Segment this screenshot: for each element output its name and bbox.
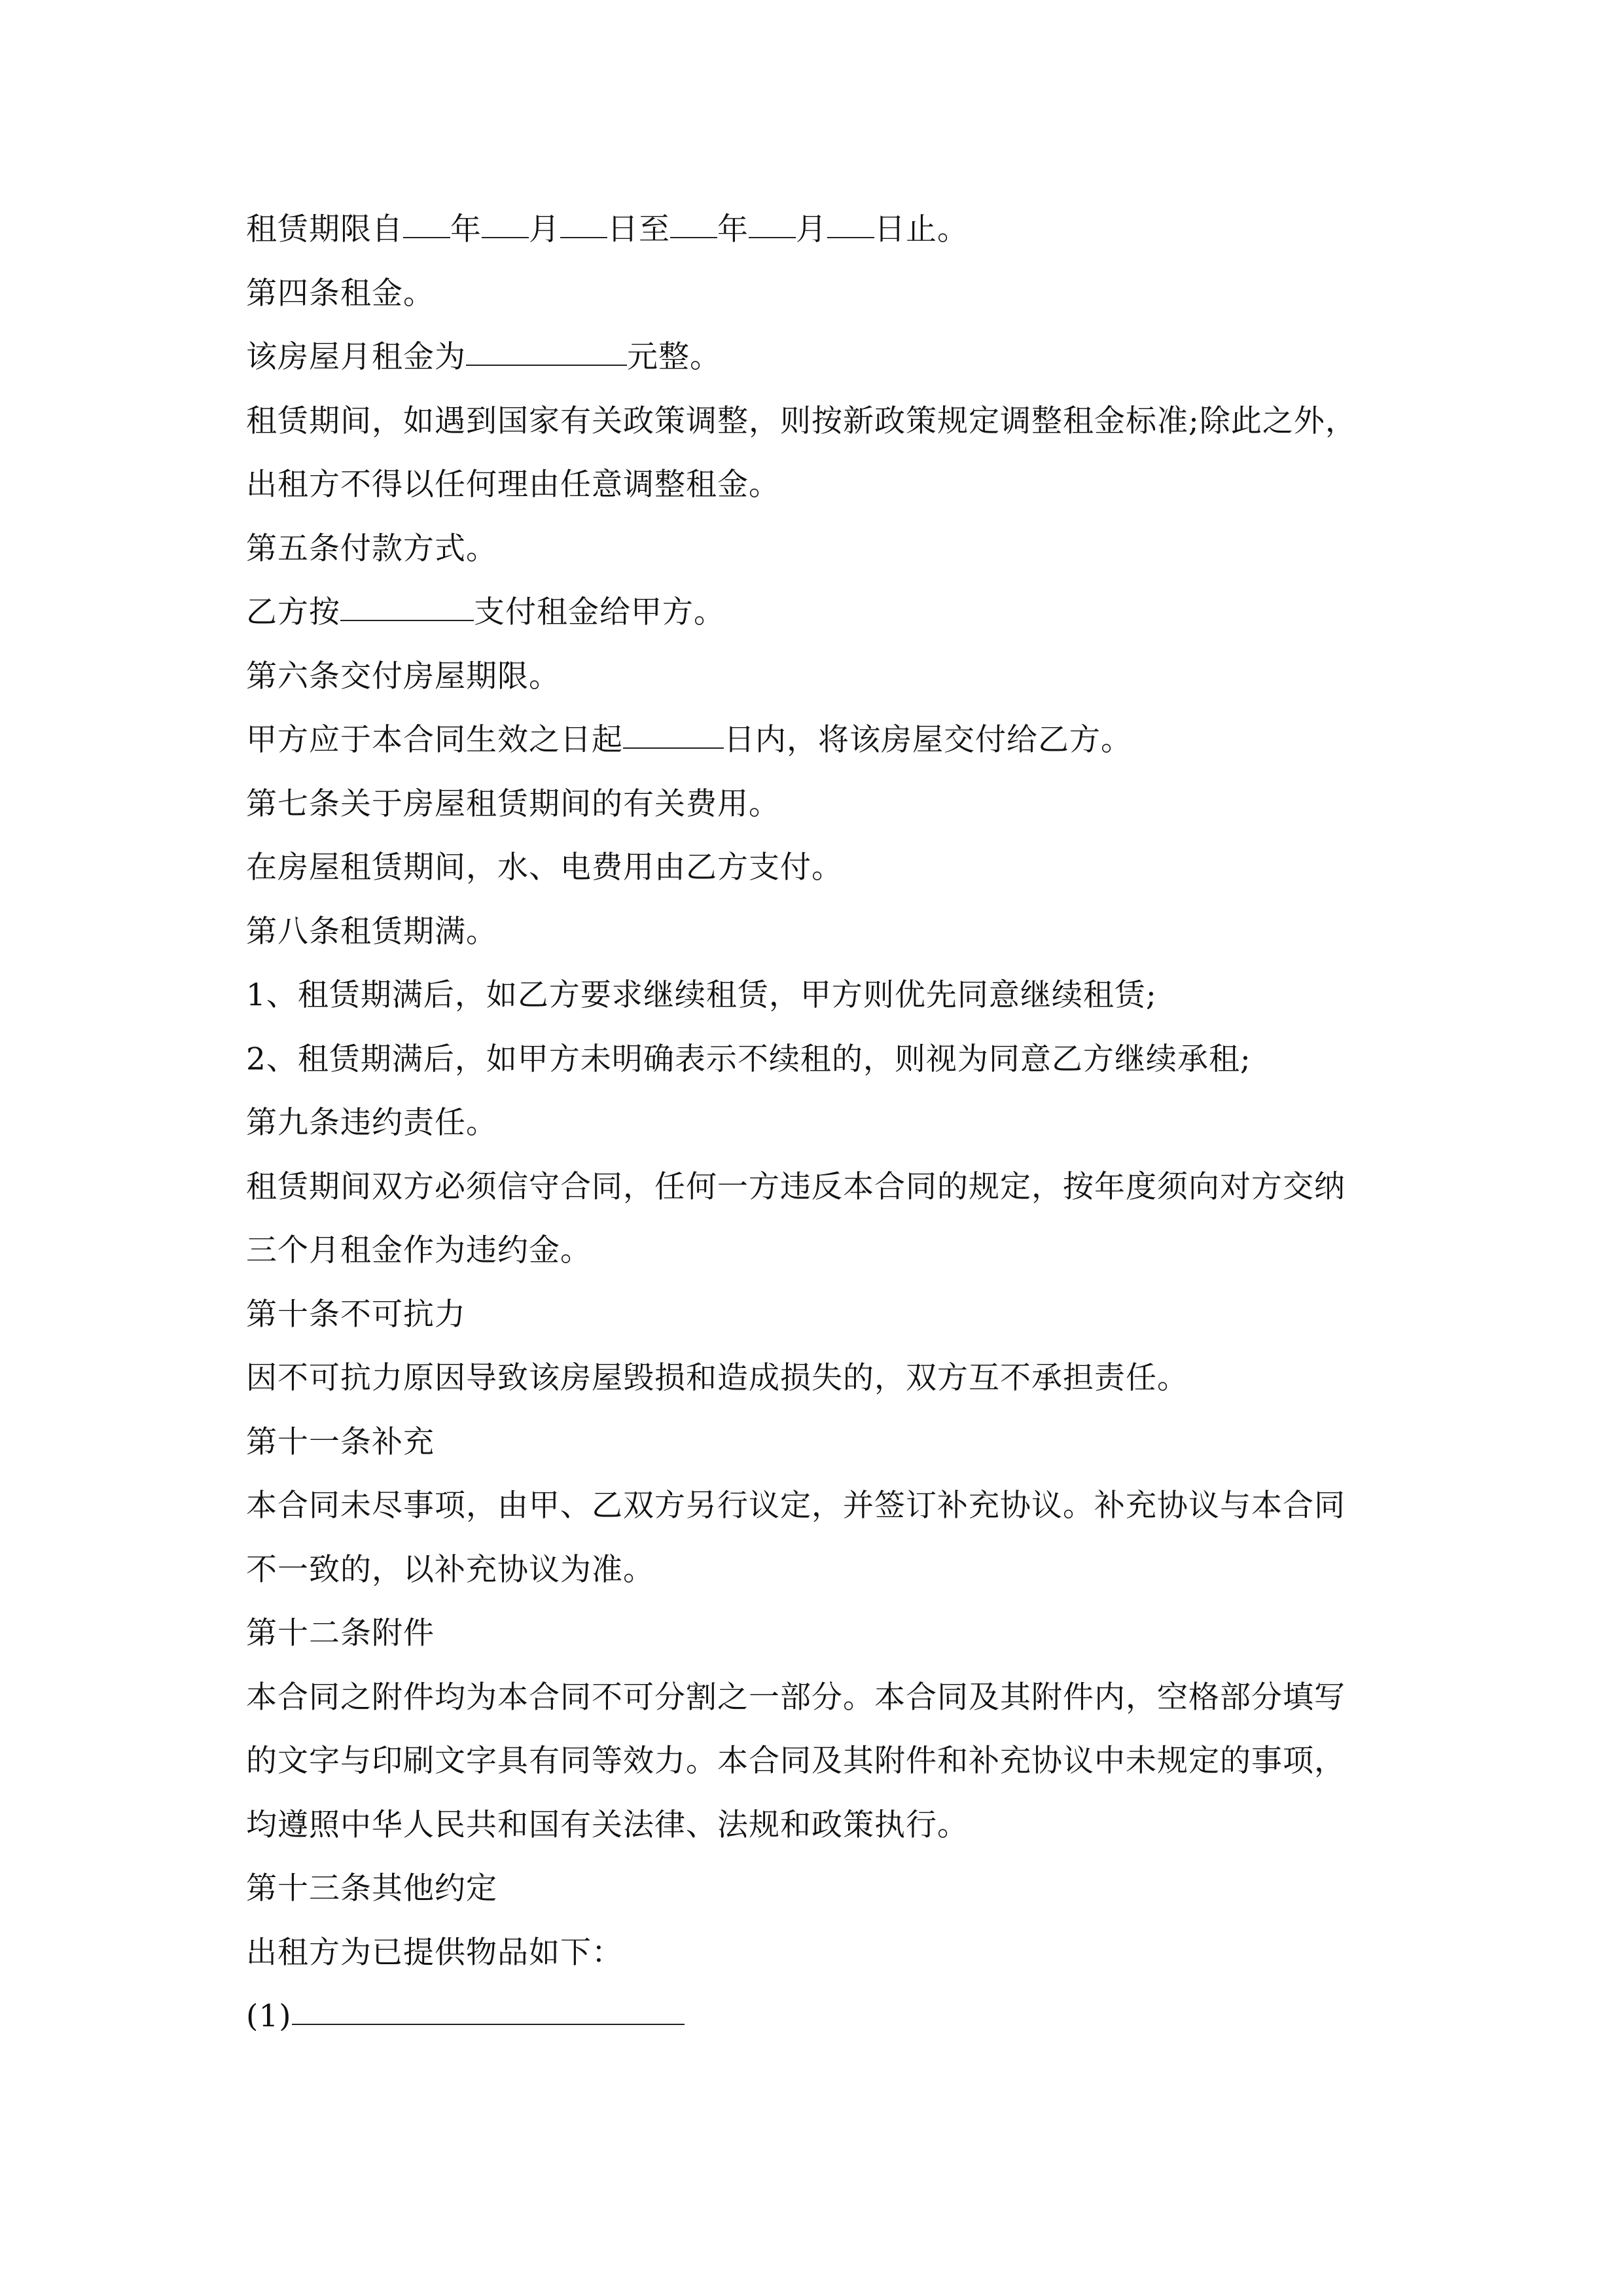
text: 甲方应于本合同生效之日起 [246, 722, 623, 758]
blank-field [466, 327, 627, 366]
lease-term-line [246, 198, 1411, 262]
paragraph-line: 在房屋租赁期间，水、电费用由乙方支付。 [246, 850, 843, 886]
text: 该房屋月租金为 [246, 339, 466, 375]
text: 支付租金给甲方。 [474, 594, 725, 630]
paragraph-line: 本合同未尽事项，由甲、乙双方另行议定，并签订补充协议。补充协议与本合同 [246, 1488, 1346, 1524]
contract-body [246, 198, 1411, 2049]
article-9-title: 第九条违约责任。 [246, 1105, 497, 1141]
article-4-title: 第四条租金。 [246, 275, 435, 312]
blank-field [749, 199, 796, 238]
article-10-title: 第十条不可抗力 [246, 1296, 466, 1333]
text: 月 [796, 211, 827, 247]
paragraph-line: 均遵照中华人民共和国有关法律、法规和政策执行。 [246, 1806, 969, 1843]
paragraph-line: 1、租赁期满后，如乙方要求继续租赁，甲方则优先同意继续租赁; [246, 977, 1157, 1013]
paragraph-line: 租赁期间双方必须信守合同，任何一方违反本合同的规定，按年度须向对方交纳 [246, 1168, 1346, 1205]
paragraph-line: 出租方为已提供物品如下： [246, 1934, 623, 1971]
article-5-title: 第五条付款方式。 [246, 530, 497, 567]
paragraph-line: 不一致的，以补充协议为准。 [246, 1551, 654, 1588]
article-13-title: 第十三条其他约定 [246, 1871, 497, 1907]
paragraph-line: 三个月租金作为违约金。 [246, 1232, 592, 1268]
article-8-title: 第八条租赁期满。 [246, 913, 497, 950]
paragraph-line: 出租方不得以任何理由任意调整租金。 [246, 467, 780, 503]
text: 租赁期限自 [246, 211, 403, 247]
article-11-title: 第十一条补充 [246, 1424, 435, 1460]
paragraph-line: 租赁期间，如遇到国家有关政策调整，则按新政策规定调整租金标准;除此之外， [246, 403, 1357, 439]
delivery-line [246, 708, 1411, 772]
item-1-line [246, 1984, 1411, 2049]
text: 乙方按 [246, 594, 340, 630]
text: (1) [246, 1998, 292, 2034]
blank-field [827, 199, 874, 238]
text: 月 [529, 211, 560, 247]
text: 年 [450, 211, 482, 247]
blank-field [623, 709, 724, 749]
blank-field [340, 582, 474, 621]
paragraph-line: 的文字与印刷文字具有同等效力。本合同及其附件和补充协议中未规定的事项， [246, 1743, 1346, 1779]
paragraph-line: 2、租赁期满后，如甲方未明确表示不续租的，则视为同意乙方继续承租; [246, 1041, 1251, 1077]
article-7-title: 第七条关于房屋租赁期间的有关费用。 [246, 785, 780, 822]
blank-field [403, 199, 450, 238]
article-12-title: 第十二条附件 [246, 1615, 435, 1651]
blank-field [560, 199, 607, 238]
text: 日内，将该房屋交付给乙方。 [724, 722, 1132, 758]
text: 元整。 [627, 339, 721, 375]
blank-field [482, 199, 529, 238]
payment-line [246, 581, 1411, 645]
rent-amount-line [246, 325, 1411, 389]
text: 年 [717, 211, 749, 247]
blank-field [670, 199, 717, 238]
article-6-title: 第六条交付房屋期限。 [246, 658, 560, 694]
paragraph-line: 本合同之附件均为本合同不可分割之一部分。本合同及其附件内，空格部分填写 [246, 1679, 1346, 1715]
blank-field [292, 1986, 685, 2025]
text: 日止。 [874, 211, 969, 247]
paragraph-line: 因不可抗力原因导致该房屋毁损和造成损失的，双方互不承担责任。 [246, 1360, 1188, 1396]
text: 日至 [607, 211, 670, 247]
